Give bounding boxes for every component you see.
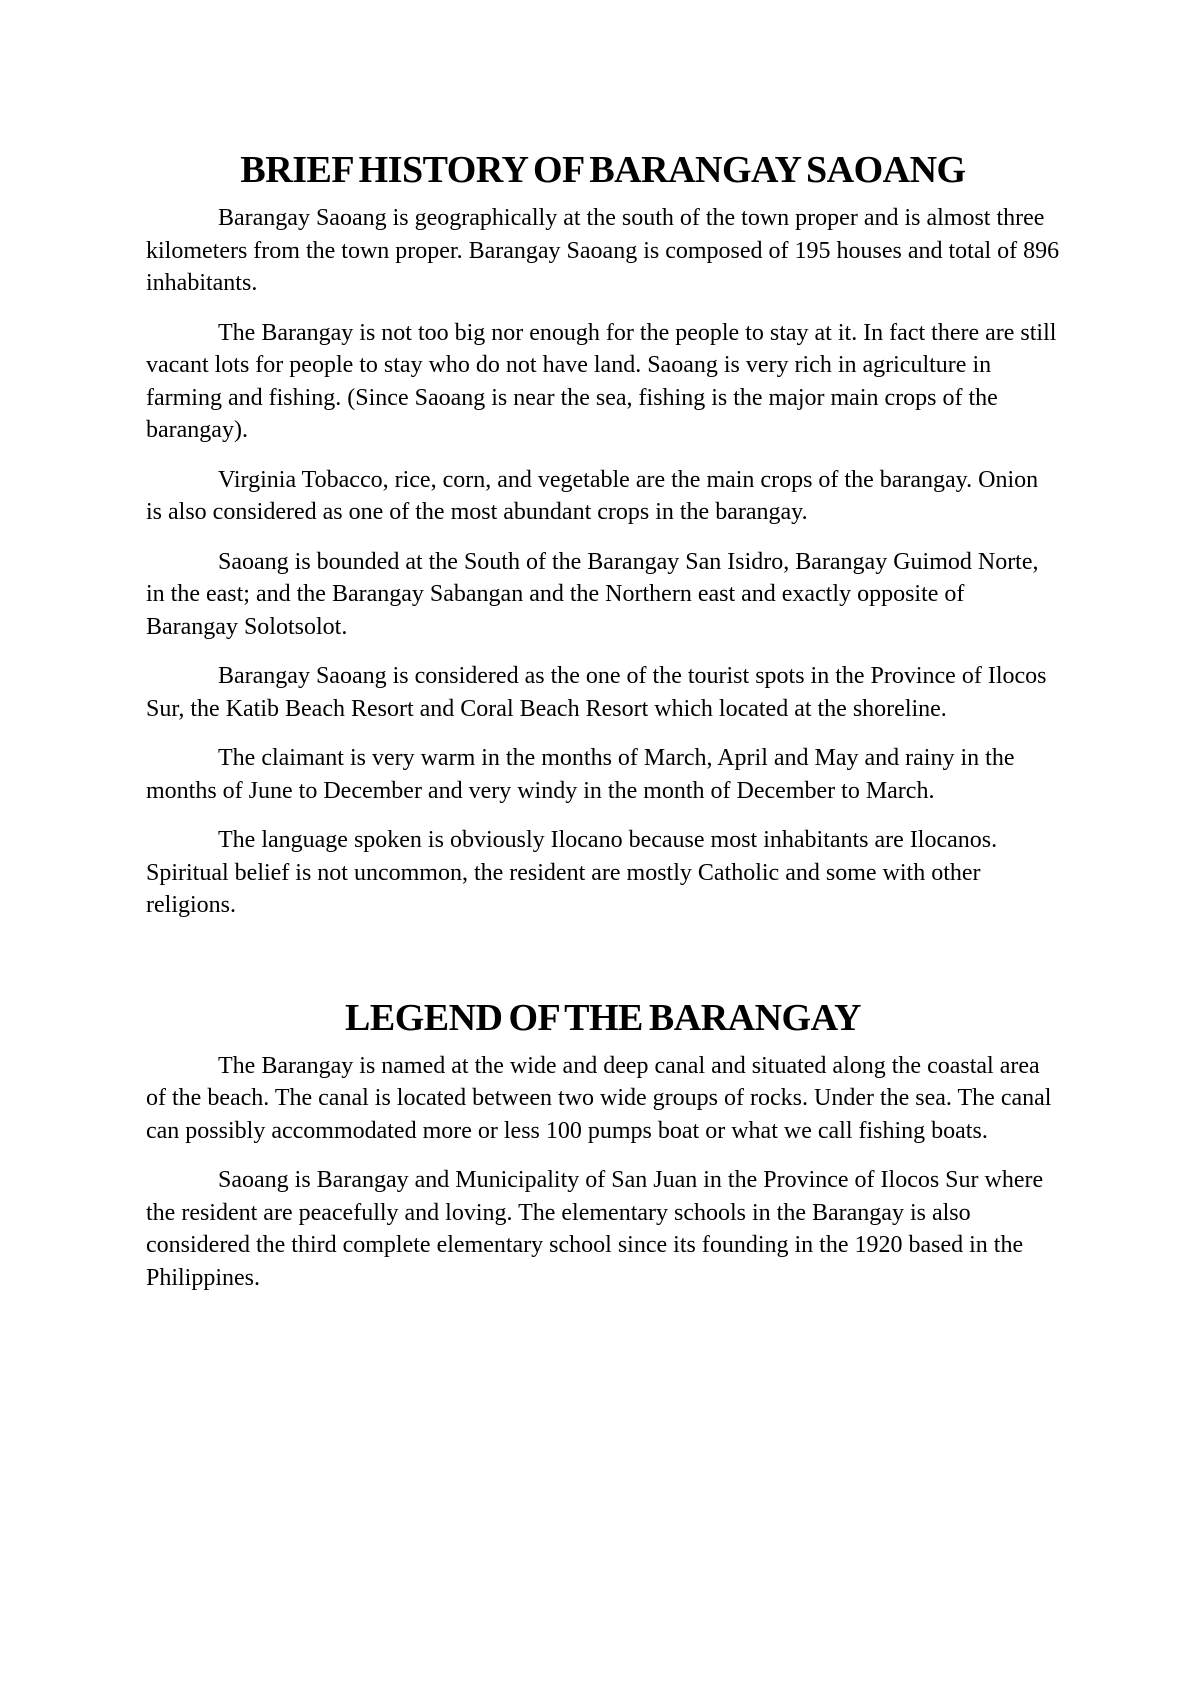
section-brief-history xyxy=(146,148,1060,922)
paragraph: The Barangay is named at the wide and deep canal and situated along the coastal area of the beach. The canal is located between two wide groups of rocks. Under the sea. The canal can possibly accommodated more or less 100 pumps boat or what we call fishing boats. xyxy=(146,1052,1052,1144)
section-heading: LEGEND OF THE BARANGAY xyxy=(345,996,861,1039)
paragraph: Saoang is Barangay and Municipality of San Juan in the Province of Ilocos Sur where the resident are peacefully and loving. The elementary schools in the Barangay is also considered the third complete elementary school since its founding in the 1920 based in the Philippines. xyxy=(146,1167,1044,1291)
paragraph: Barangay Saoang is geographically at the south of the town proper and is almost three kilometers from the town proper. Barangay Saoang is composed of 195 houses and total of 896 inhabitants. xyxy=(146,205,1060,296)
paragraph: Virginia Tobacco, rice, corn, and vegetable are the main crops of the barangay. Onion is also considered as one of the most abundant crops in the barangay. xyxy=(146,466,1039,525)
section-legend xyxy=(146,996,1060,1295)
section-heading: BRIEF HISTORY OF BARANGAY SAOANG xyxy=(240,149,966,191)
paragraph: Barangay Saoang is considered as the one of the tourist spots in the Province of Ilocos Sur, the Katib Beach Resort and Coral Beach Resort which located at the shoreline. xyxy=(146,663,1047,722)
paragraph: The claimant is very warm in the months of March, April and May and rainy in the months of June to December and very windy in the month of December to March. xyxy=(146,745,1015,804)
paragraph: Saoang is bounded at the South of the Barangay San Isidro, Barangay Guimod Norte, in the east; and the Barangay Sabangan and the Northern east and exactly opposite of Barangay Solotsolot. xyxy=(146,548,1039,640)
paragraph: The language spoken is obviously Ilocano because most inhabitants are Ilocanos. Spiritual belief is not uncommon, the resident are mostly Catholic and some with other religions. xyxy=(146,827,998,918)
paragraph: The Barangay is not too big nor enough for the people to stay at it. In fact there are still vacant lots for people to stay who do not have land. Saoang is very rich in agriculture in farming and fishing. (Since Saoang is near the sea, fishing is the major main crops of the barangay). xyxy=(146,319,1057,443)
